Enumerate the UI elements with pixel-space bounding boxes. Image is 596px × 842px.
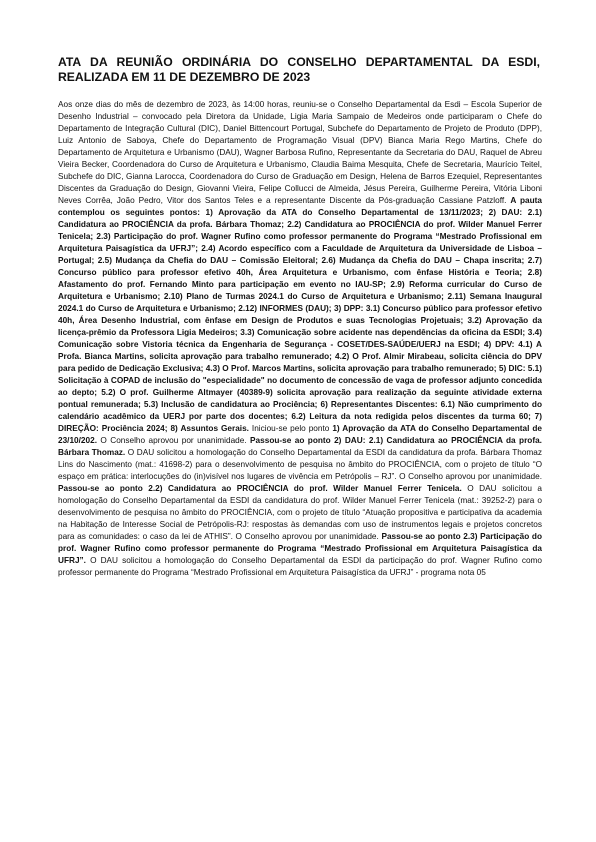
- body-text-segment: O DAU solicitou a homologação do Conselho Departamental da ESDI da participação do prof. Wagner Rufino como professor permanente do Programa “Mestrado Profissional em Arquitetura Paisagística da UFRJ” - programa nota 05: [58, 556, 542, 577]
- body-text-segment: O Conselho aprovou por unanimidade.: [97, 436, 251, 445]
- document-title: ATA DA REUNIÃO ORDINÁRIA DO CONSELHO DEPARTAMENTAL DA ESDI, REALIZADA EM 11 DE DEZEMBRO DE 2023: [58, 55, 540, 84]
- body-text-segment: O DAU solicitou a homologação do Conselho Departamental da ESDI da candidatura do prof. Wilder Manuel Ferrer Tenicela (mat.: 39252-2) para o desenvolvimento de pesquisa no âmbito do PROCIÊNCIA, com o projeto de título “Atuação propositiva e participativa da academia na Habitação de Interesse Social de Petrópolis-RJ: respostas às demandas com uso de instrumentos legais e projetos concretos para as comunidades: o caso da lei de ATHIS”. O Conselho aprovou por unanimidade.: [58, 484, 542, 541]
- item-1-heading: 1) Aprovação da ATA do Conselho Departamental de 23/10/202.: [58, 424, 542, 445]
- document-body: [58, 99, 542, 579]
- agenda-items: A pauta contemplou os seguintes pontos: 1) Aprovação da ATA do Conselho Departamental de 13/11/2023; 2) DAU: 2.1) Candidatura ao PROCIÊNCIA da profa. Bárbara Thomaz; 2.2) Candidatura ao PROCIÊNCIA do prof. Wilder Manuel Ferrer Tenicela; 2.3) Participação do prof. Wagner Rufino como professor permanente do Programa “Mestrado Profissional em Arquitetura Paisagística da UFRJ”; 2.4) Acordo específico com a Faculdade de Arquitetura da Universidade de Lisboa – Portugal; 2.5) Mudança da Chefia do DAU – Comissão Eleitoral; 2.6) Mudança da Chefia do DAU – Chapa inscrita; 2.7) Concurso público para professor efetivo 40h, Área Arquitetura e Urbanismo, com ênfase História e Teoria; 2.8) Afastamento do prof. Fernando Minto para participação em evento no IAU-SP; 2.9) Reforma curricular do Curso de Arquitetura e Urbanismo; 2.10) Plano de Turmas 2024.1 do Curso de Arquitetura e Urbanismo; 2.11) Semana Inaugural 2024.1 do Curso de Arquitetura e Urbanismo; 2.12) INFORMES (DAU); 3) DPP: 3.1) Concurso público para professor efetivo 40h, Área Desenho Industrial, com ênfase em Design de Produtos e suas Tecnologias Projetuais; 3.2) Aprovação da licença-prêmio da Professora Ligia Medeiros; 3.3) Comunicação sobre acidente nas dependências da oficina da ESDI; 3.4) Comunicação sobre Vistoria técnica da Engenharia de Segurança - COSET/DES-SAÚDE/UERJ na ESDI; 4) DPV: 4.1) A Profa. Bianca Martins, solicita aprovação para trabalho remunerado; 4.2) O Prof. Almir Mirabeau, solicita ciência do DPV para pedido de Dedicação Exclusiva; 4.3) O Prof. Marcos Martins, solicita aprovação para trabalho remunerado; 5) DIC: 5.1) Solicitação à COPAD de inclusão do "especialidade" no documento de concessão de vaga de professor adjunto concedida ao depto; 5.2) O prof. Guilherme Altmayer (40389-9) solicita aprovação para realização da seguinte atividade externa pontual remunerada; 5.3) Inclusão de candidatura ao Prociência; 6) Representantes Discentes: 6.1) Não cumprimento do calendário acadêmico da UERJ por parte dos docentes; 6.2) Leitura da nota redigida pelos discentes da turma 60; 7) DIREÇÃO: Prociência 2024; 8) Assuntos Gerais.: [58, 196, 542, 433]
- item-2-2-heading: Passou-se ao ponto 2.2) Candidatura ao PROCIÊNCIA do prof. Wilder Manuel Ferrer Tenicela.: [58, 484, 462, 493]
- body-text-segment: O DAU solicitou a homologação do Conselho Departamental da ESDI da candidatura da profa. Bárbara Thomaz Lins do Nascimento (mat.: 41698-2) para o desenvolvimento de pesquisa no âmbito do PROCIÊNCIA, com o projeto de título “O espaço em prática: interlocuções do (in)visível nos lugares de vivência em Petrópolis – RJ”. O Conselho aprovou por unanimidade.: [58, 448, 542, 481]
- body-opening-paragraph: Aos onze dias do mês de dezembro de 2023, às 14:00 horas, reuniu-se o Conselho Departamental da Esdi – Escola Superior de Desenho Industrial – convocado pela Diretora da Unidade, Ligia Maria Sampaio de Medeiros onde participaram o Chefe do Departamento de Integração Cultural (DIC), Daniel Bittencourt Portugal, Subchefe do Departamento de Projeto de Produto (DPP), Luiz Antonio de Saboya, Chefe do Departamento de Programação Visual (DPV) Bianca Maria Rego Martins, Chefe do Departamento de Arquitetura e Urbanismo (DAU), Wagner Barbosa Rufino, Representante da Secretaria do DAU, Raquel de Abreu Vieira Becker, Coordenadora do Curso de Arquitetura e Urbanismo, Claudia Baima Mesquita, Chefe de Secretaria, Maurício Teitel, Subchefe do DIC, Gianna Larocca, Coordenadora do Curso de Graduação em Design, Helena de Barros Ezequiel, Representantes Discentes da Graduação do Design, Giovanni Vieira, Felipe Collucci de Almeida, Jésus Pereira, Guilherme Pereira, Vitória Liboni Neves Corrêa, João Pedro, Vitor dos Santos Teles e a representante Discente da Pós-graduação Cassiane Patzloff.: [58, 100, 542, 205]
- body-text-segment: Iniciou-se pelo ponto: [248, 424, 333, 433]
- item-2-3-heading: Passou-se ao ponto 2.3) Participação do prof. Wagner Rufino como professor permanente do Programa “Mestrado Profissional em Arquitetura Paisagística da UFRJ”.: [58, 532, 542, 565]
- item-2-1-heading: Passou-se ao ponto 2) DAU: 2.1) Candidatura ao PROCIÊNCIA da profa. Bárbara Thomaz.: [58, 436, 542, 457]
